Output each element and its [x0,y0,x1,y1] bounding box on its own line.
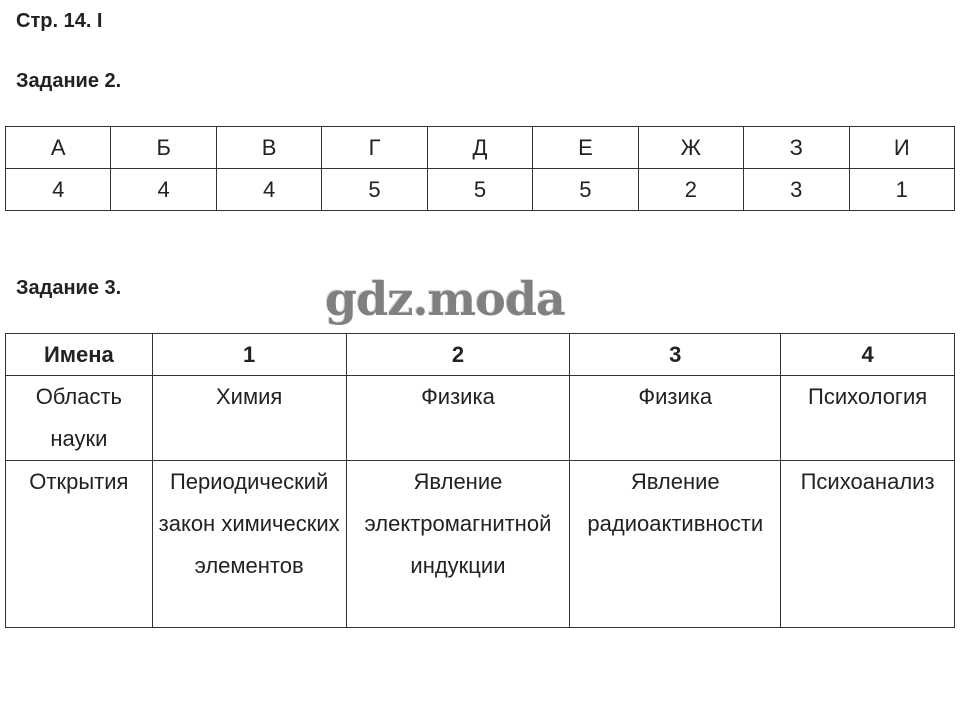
task-2-answer-table [5,126,955,211]
answer-cell: 3 [744,169,849,211]
answer-cell: 5 [533,169,638,211]
header-cell: 1 [152,334,346,376]
discovery-cell: Явление радиоактивности [570,461,781,628]
discovery-cell: Периодический закон химических элементов [152,461,346,628]
science-cell: Психология [781,376,955,461]
discovery-cell: Психоанализ [781,461,955,628]
letter-cell: И [849,127,955,169]
answer-cell: 5 [427,169,532,211]
task-3-title: Задание 3. [16,277,122,299]
answer-cell: 1 [849,169,955,211]
answers-row [6,169,955,211]
letters-row [6,127,955,169]
letter-cell: Д [427,127,532,169]
task-2-title: Задание 2. [16,70,122,92]
letter-cell: З [744,127,849,169]
task-3-scientists-table [5,333,955,628]
answer-cell: 4 [216,169,321,211]
science-cell: Химия [152,376,346,461]
answer-cell: 2 [638,169,743,211]
header-cell: 3 [570,334,781,376]
answer-cell: 5 [322,169,427,211]
science-field-row [6,376,955,461]
page-header: Стр. 14. I [16,10,103,32]
header-cell: 2 [346,334,570,376]
letter-cell: Ж [638,127,743,169]
letter-cell: Е [533,127,638,169]
watermark-logo: gdz.moda [325,272,565,326]
row-label-discoveries: Открытия [6,461,153,628]
discoveries-row [6,461,955,628]
science-cell: Физика [346,376,570,461]
table-header-row [6,334,955,376]
header-cell-names: Имена [6,334,153,376]
answer-cell: 4 [111,169,216,211]
letter-cell: А [6,127,111,169]
header-cell: 4 [781,334,955,376]
letter-cell: Б [111,127,216,169]
science-cell: Физика [570,376,781,461]
discovery-cell: Явление электромагнитной индукции [346,461,570,628]
letter-cell: В [216,127,321,169]
answer-cell: 4 [6,169,111,211]
letter-cell: Г [322,127,427,169]
row-label-science-field: Область науки [6,376,153,461]
